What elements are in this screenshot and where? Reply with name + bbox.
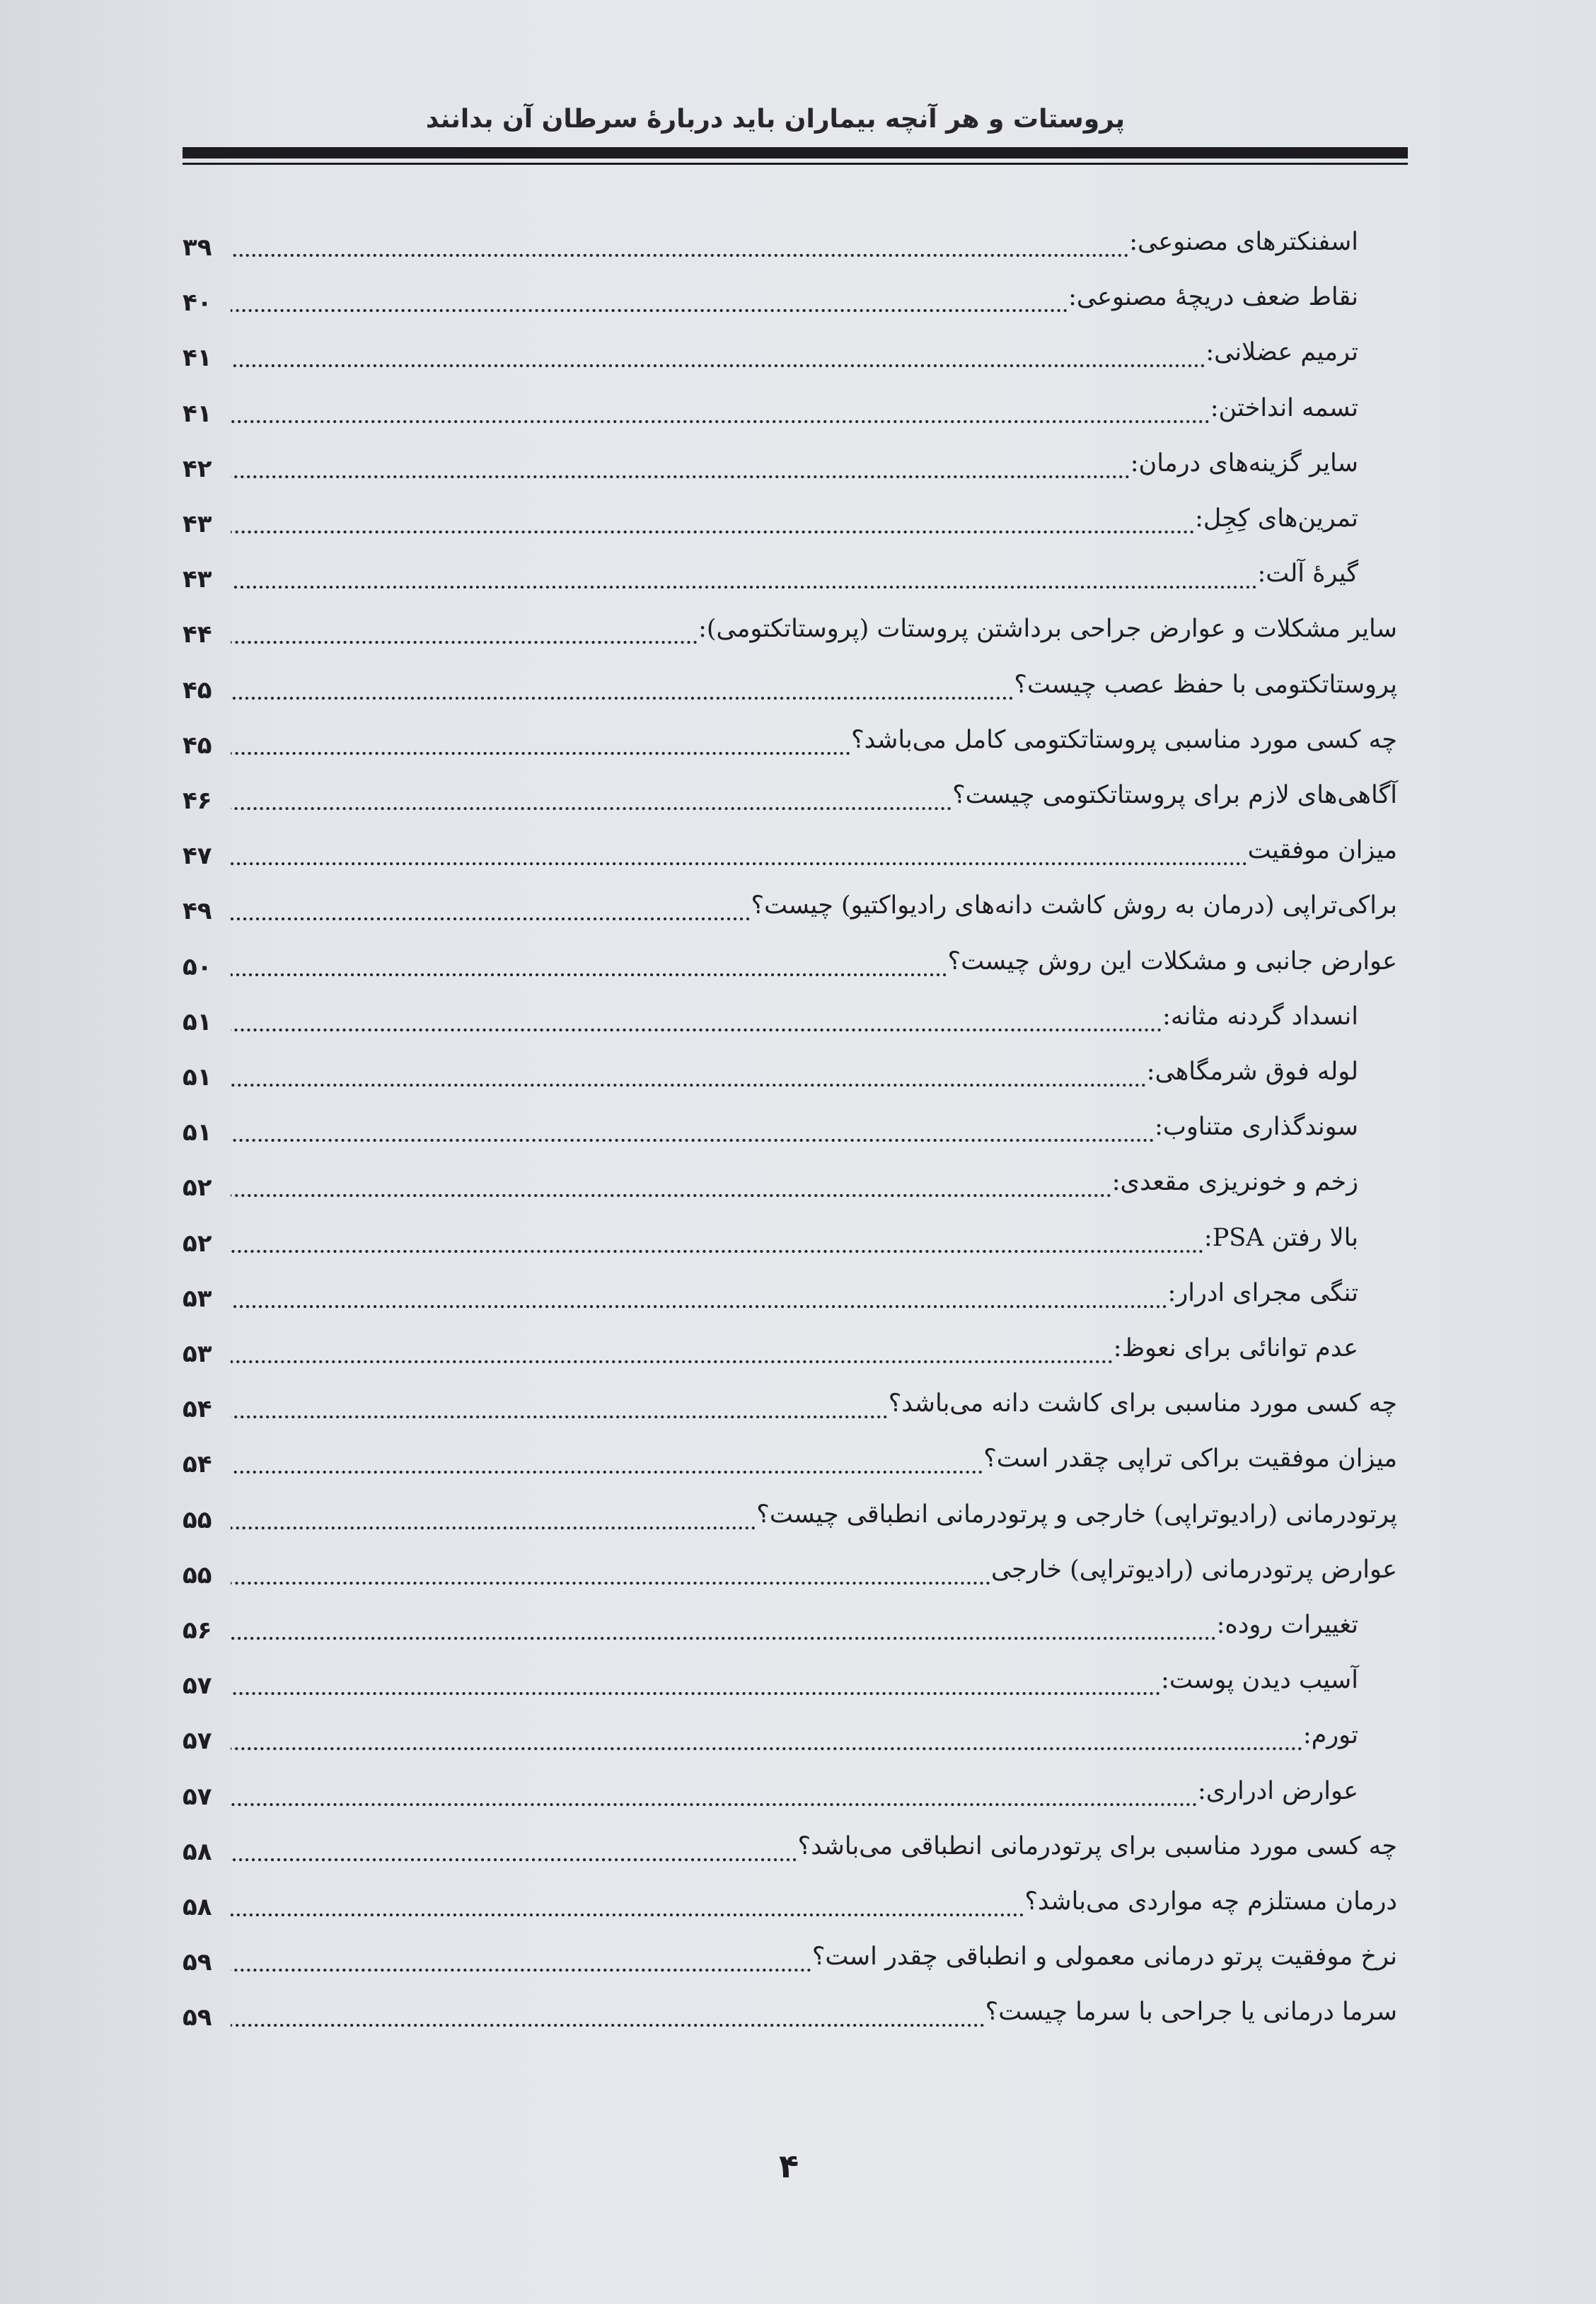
toc-entry-page-number: ۵۹	[183, 2003, 212, 2032]
toc-entry-page-number: ۵۳	[183, 1340, 212, 1368]
dot-leader	[231, 1801, 1198, 1808]
dot-leader	[231, 1192, 1112, 1199]
dot-leader	[231, 1082, 1147, 1089]
dot-leader	[231, 750, 851, 757]
toc-entry	[183, 330, 1358, 375]
toc-entry	[183, 717, 1397, 763]
toc-entry	[183, 1215, 1358, 1261]
toc-entry	[183, 441, 1358, 486]
toc-entry-page-number: ۵۶	[183, 1616, 212, 1645]
toc-entry-page-number: ۴۵	[183, 676, 212, 705]
dot-leader	[231, 473, 1130, 480]
toc-entry-title: عوارض جانبی و مشکلات این روش چیست؟	[947, 947, 1397, 976]
toc-entry-title: سوندگذاری متناوب:	[1155, 1113, 1358, 1142]
dot-leader	[231, 1358, 1114, 1365]
toc-entry-page-number: ۵۱	[183, 1118, 212, 1147]
toc-entry	[183, 274, 1358, 320]
dot-leader	[231, 915, 751, 922]
toc-entry	[183, 1049, 1358, 1094]
toc-entry-page-number: ۵۱	[183, 1007, 212, 1036]
toc-entry	[183, 1159, 1358, 1205]
toc-entry-page-number: ۵۱	[183, 1063, 212, 1092]
toc-entry-page-number: ۴۲	[183, 454, 212, 483]
toc-entry	[183, 1326, 1358, 1371]
toc-entry	[183, 551, 1358, 596]
toc-entry	[183, 1713, 1358, 1758]
toc-entry-title: چه کسی مورد مناسبی برای پرتودرمانی انطباقی می‌باشد؟	[797, 1831, 1397, 1860]
toc-entry-title: زخم و خونریزی مقعدی:	[1111, 1168, 1358, 1197]
toc-entry-page-number: ۴۷	[183, 842, 212, 871]
toc-entry	[183, 1436, 1397, 1481]
toc-entry	[183, 1270, 1358, 1316]
dot-leader	[231, 1580, 991, 1587]
toc-entry-title: تغییرات روده:	[1216, 1611, 1358, 1639]
dot-leader	[231, 2022, 985, 2029]
toc-entry-page-number: ۵۲	[183, 1229, 212, 1258]
toc-entry	[183, 1934, 1397, 1979]
toc-entry	[183, 1381, 1397, 1426]
toc-entry-page-number: ۵۷	[183, 1727, 212, 1756]
toc-entry-title: انسداد گردنه مثانه:	[1162, 1002, 1358, 1031]
toc-entry	[183, 994, 1358, 1039]
dot-leader	[231, 362, 1205, 369]
dot-leader	[231, 528, 1195, 536]
toc-entry-page-number: ۴۹	[183, 897, 212, 926]
dot-leader	[231, 1248, 1204, 1255]
dot-leader	[231, 1856, 798, 1863]
toc-entry-title: چه کسی مورد مناسبی برای کاشت دانه می‌باشد؟	[888, 1389, 1397, 1418]
toc-entry-page-number: ۴۳	[183, 565, 212, 594]
toc-entry	[183, 1824, 1397, 1869]
toc-entry-page-number: ۵۰	[183, 952, 212, 981]
toc-entry-page-number: ۵۵	[183, 1561, 212, 1590]
dot-leader	[231, 1690, 1161, 1697]
toc-entry-title: چه کسی مورد مناسبی پروستاتکتومی کامل می‌باشد؟	[851, 725, 1397, 754]
dot-leader	[231, 1635, 1217, 1642]
toc-entry-title: درمان مستلزم چه مواردی می‌باشد؟	[1024, 1887, 1397, 1916]
toc-entry-title: تمرین‌های کِجِل:	[1195, 504, 1358, 533]
toc-entry	[183, 662, 1397, 707]
toc-entry-title: تنگی مجرای ادرار:	[1167, 1278, 1358, 1307]
dot-leader	[231, 805, 952, 812]
toc-entry-page-number: ۴۰	[183, 289, 212, 318]
toc-entry-page-number: ۵۵	[183, 1505, 212, 1534]
toc-entry	[183, 772, 1397, 818]
dot-leader	[231, 252, 1129, 259]
toc-entry-page-number: ۵۳	[183, 1284, 212, 1313]
toc-entry-page-number: ۵۸	[183, 1893, 212, 1921]
toc-entry	[183, 1657, 1358, 1703]
toc-entry	[183, 1104, 1358, 1150]
toc-entry-title: نرخ موفقیت پرتو درمانی معمولی و انطباقی چقدر است؟	[811, 1943, 1397, 1972]
toc-entry-title: ترمیم عضلانی:	[1205, 338, 1358, 367]
toc-entry-page-number: ۴۱	[183, 344, 212, 373]
toc-entry	[183, 606, 1397, 652]
toc-entry-title: عدم توانائی برای نعوظ:	[1113, 1334, 1358, 1362]
dot-leader	[231, 1413, 889, 1420]
toc-entry	[183, 1768, 1358, 1814]
toc-entry	[183, 1879, 1397, 1924]
dot-leader	[231, 1469, 983, 1476]
dot-leader	[231, 307, 1068, 314]
toc-entry	[183, 1547, 1397, 1592]
toc-entry-title: سرما درمانی یا جراحی با سرما چیست؟	[985, 1998, 1397, 2027]
dot-leader	[231, 695, 1014, 702]
toc-entry	[183, 1492, 1397, 1537]
dot-leader	[231, 639, 698, 646]
toc-entry	[183, 939, 1397, 984]
toc-entry	[183, 386, 1358, 431]
dot-leader	[231, 1137, 1155, 1144]
toc-entry	[183, 219, 1358, 265]
dot-leader	[231, 418, 1210, 425]
toc-entry	[183, 1602, 1358, 1648]
dot-leader	[231, 1303, 1168, 1310]
toc-entry-page-number: ۴۱	[183, 399, 212, 428]
dot-leader	[231, 1745, 1303, 1752]
toc-entry-title: تسمه انداختن:	[1210, 393, 1358, 422]
toc-entry-title: نقاط ضعف دریچهٔ مصنوعی:	[1068, 283, 1358, 312]
toc-entry-title: براکی‌تراپی (درمان به روش کاشت دانه‌های رادیواکتیو) چیست؟	[751, 891, 1397, 920]
toc-entry-title: عوارض ادراری:	[1197, 1776, 1358, 1805]
toc-entry-title: سایر گزینه‌های درمان:	[1130, 448, 1358, 477]
dot-leader	[231, 1026, 1162, 1034]
toc-entry-title: سایر مشکلات و عوارض جراحی برداشتن پروستات (پروستاتکتومی):	[698, 615, 1397, 644]
toc-entry-page-number: ۴۵	[183, 731, 212, 760]
toc-entry-title: گیرهٔ آلت:	[1257, 560, 1358, 589]
toc-entry-page-number: ۵۸	[183, 1837, 212, 1866]
toc-entry-title: تورم:	[1302, 1721, 1358, 1750]
toc-entry-page-number: ۳۹	[183, 233, 212, 262]
toc-entry	[183, 828, 1397, 873]
dot-leader	[231, 1524, 756, 1532]
toc-entry-title: میزان موفقیت	[1247, 836, 1397, 865]
dot-leader	[231, 1967, 812, 1974]
toc-entry-title: اسفنکترهای مصنوعی:	[1129, 228, 1358, 256]
toc-entry-title: عوارض پرتودرمانی (رادیوتراپی) خارجی	[990, 1555, 1397, 1584]
toc-entry-page-number: ۴۳	[183, 510, 212, 538]
toc-entry-page-number: ۵۷	[183, 1672, 212, 1701]
toc-entry	[183, 1989, 1397, 2034]
toc-entry-title: بالا رفتن PSA:	[1203, 1223, 1358, 1252]
toc-entry-title: آسیب دیدن پوست:	[1161, 1666, 1358, 1695]
toc-entry-page-number: ۵۲	[183, 1174, 212, 1203]
toc-entry-title: پرتودرمانی (رادیوتراپی) خارجی و پرتودرمانی انطباقی چیست؟	[756, 1500, 1397, 1529]
dot-leader	[231, 971, 948, 978]
dot-leader	[231, 860, 1248, 867]
toc-entry-title: آگاهی‌های لازم برای پروستاتکتومی چیست؟	[952, 781, 1397, 809]
toc-entry-page-number: ۴۶	[183, 787, 212, 815]
toc-entry-page-number: ۵۴	[183, 1450, 212, 1479]
toc-entry-title: لوله فوق شرمگاهی:	[1146, 1058, 1358, 1086]
toc-entry	[183, 883, 1397, 928]
toc-entry-page-number: ۵۴	[183, 1395, 212, 1424]
dot-leader	[231, 1911, 1024, 1918]
dot-leader	[231, 584, 1257, 591]
toc-entry-page-number: ۵۷	[183, 1782, 212, 1811]
page-number: ۴	[778, 2147, 799, 2185]
toc-entry-page-number: ۵۹	[183, 1948, 212, 1977]
toc-entry-title: میزان موفقیت براکی تراپی چقدر است؟	[983, 1445, 1397, 1474]
running-header: پروستات و هر آنچه بیماران باید دربارهٔ سرطان آن بدانند	[425, 105, 1125, 134]
toc-entry-page-number: ۴۴	[183, 620, 212, 649]
toc-entry-title: پروستاتکتومی با حفظ عصب چیست؟	[1014, 670, 1397, 699]
toc-entry	[183, 496, 1358, 541]
